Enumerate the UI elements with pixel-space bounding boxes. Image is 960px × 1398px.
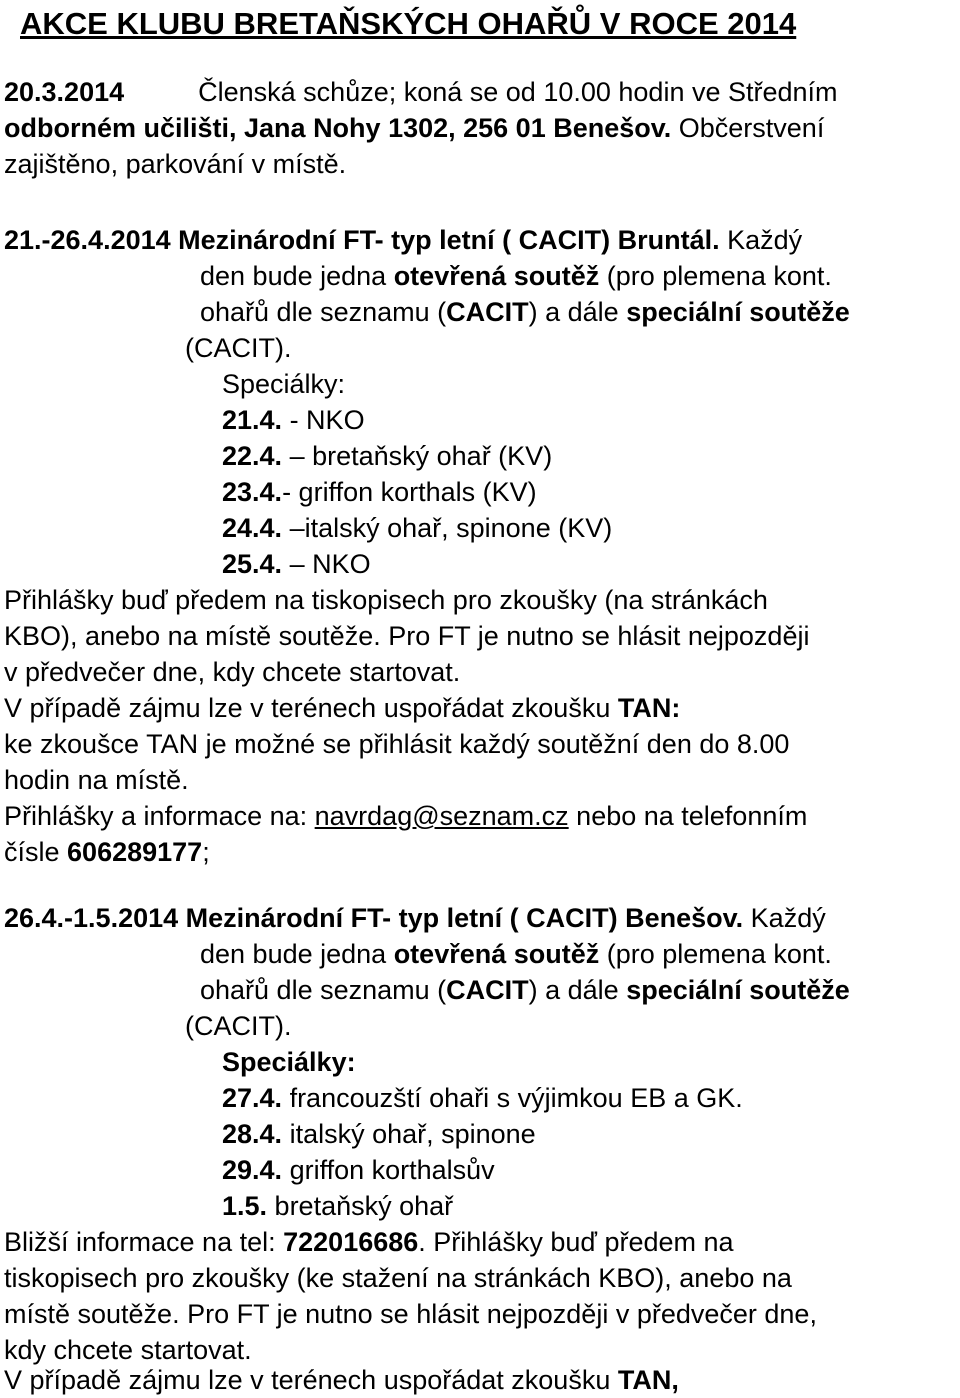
text: V případě zájmu lze v terénech uspořádat zkoušku [4,1365,618,1395]
special-text: - griffon korthals (KV) [282,477,537,507]
special-date: 23.4. [222,477,283,507]
event1-line2 [4,110,824,146]
event2-line4 [185,330,291,366]
text-bold: speciální soutěže [626,297,850,327]
event3-header [4,900,826,936]
event2-para6: hodin na místě. [4,765,189,795]
event3-para3: místě soutěže. Pro FT je nutno se hlásit nejpozději v předvečer dne, [4,1299,817,1329]
text-bold: CACIT [446,975,529,1005]
email-link[interactable]: navrdag@seznam.cz [314,801,569,831]
event1-line3: zajištěno, parkování v místě. [4,149,347,179]
event3-line4: (CACIT). [185,1011,292,1041]
event3-para5 [4,1362,679,1398]
event3-para2: tiskopisech pro zkoušky (ke stažení na stránkách KBO), anebo na [4,1263,792,1293]
text: KBO), anebo na místě soutěže. [4,621,381,651]
text: den bude jedna [200,261,394,291]
event3-para4: kdy chcete startovat. [4,1335,252,1365]
event2-para3: v předvečer dne, kdy chcete startovat. [4,657,461,687]
event2-special-item [222,474,537,510]
text: V případě zájmu lze v terénech uspořádat zkoušku [4,693,618,723]
text-bold: TAN: [617,693,681,723]
special-text: bretaňský ohař [267,1191,454,1221]
text: Pro FT je nutno se hlásit nejpozději [380,621,810,651]
event3-line3 [200,972,850,1008]
text: Přihlášky a informace na: [4,801,315,831]
event3-special-item [222,1152,495,1188]
special-text: – NKO [282,549,371,579]
event3-line2 [200,936,832,972]
event3-special-item [222,1080,743,1116]
event3-special-item [222,1188,453,1224]
event2-para1: Přihlášky buď předem na tiskopisech pro zkoušky (na stránkách [4,585,768,615]
text-bold: CACIT [446,297,529,327]
special-text: griffon korthalsův [282,1155,495,1185]
text: nebo na telefonním [568,801,808,831]
special-text: – bretaňský ohař (KV) [282,441,553,471]
event2-para7 [4,798,807,834]
event2-specials-label: Speciálky: [222,369,346,399]
text: ) a dále [528,975,627,1005]
text: (CACIT). [185,333,292,363]
phone-number: 722016686 [283,1227,419,1257]
text: Bližší informace na tel: [4,1227,284,1257]
text-bold: otevřená soutěž [393,261,600,291]
event2-title: 21.-26.4.2014 Mezinárodní FT- typ letní ( CACIT) Bruntál. [4,225,720,255]
event1-venue: odborném učilišti, Jana Nohy 1302, 256 01 Benešov. [4,113,672,143]
text: (pro plemena kont. [599,939,832,969]
event2-title-rest: Každý [719,225,803,255]
event3-specials-label: Speciálky: [222,1047,356,1077]
text: ) a dále [528,297,627,327]
page-title: AKCE KLUBU BRETAŇSKÝCH OHAŘŮ V ROCE 2014 [20,6,797,41]
text: ; [202,837,210,867]
event2-special-item [222,546,371,582]
text: . Přihlášky buď předem na [418,1227,734,1257]
event3-title: 26.4.-1.5.2014 Mezinárodní FT- typ letní ( CACIT) Benešov. [4,903,744,933]
special-text: - NKO [282,405,365,435]
event3-para1 [4,1224,734,1260]
text: ohařů dle seznamu ( [200,297,447,327]
event2-para8 [4,834,210,870]
special-date: 25.4. [222,549,283,579]
special-text: francouzští ohaři s výjimkou EB a GK. [282,1083,743,1113]
event1-text: Členská schůze; koná se od 10.00 hodin ve Středním [198,77,838,107]
special-date: 29.4. [222,1155,283,1185]
text-bold: otevřená soutěž [393,939,600,969]
event2-header [4,222,802,258]
event2-special-item [222,402,365,438]
special-date: 1.5. [222,1191,268,1221]
event2-line2 [200,258,832,294]
phone-number: 606289177 [67,837,203,867]
special-text: –italský ohař, spinone (KV) [282,513,613,543]
text: (pro plemena kont. [599,261,832,291]
event2-para2 [4,618,809,654]
event1-line1 [4,74,838,110]
text-bold: TAN, [617,1365,679,1395]
event2-line3 [200,294,850,330]
text: ohařů dle seznamu ( [200,975,447,1005]
text: čísle [4,837,68,867]
event3-title-rest: Každý [743,903,826,933]
special-date: 21.4. [222,405,283,435]
event2-special-item [222,438,552,474]
special-date: 28.4. [222,1119,283,1149]
event3-special-item [222,1116,536,1152]
text: den bude jedna [200,939,394,969]
event2-para5: ke zkoušce TAN je možné se přihlásit každý soutěžní den do 8.00 [4,729,790,759]
special-date: 22.4. [222,441,283,471]
event1-date: 20.3.2014 [4,77,125,107]
text-bold: speciální soutěže [626,975,850,1005]
special-text: italský ohař, spinone [282,1119,536,1149]
event2-para4 [4,690,680,726]
special-date: 27.4. [222,1083,283,1113]
event2-special-item [222,510,612,546]
special-date: 24.4. [222,513,283,543]
event1-refreshments: Občerstvení [671,113,825,143]
